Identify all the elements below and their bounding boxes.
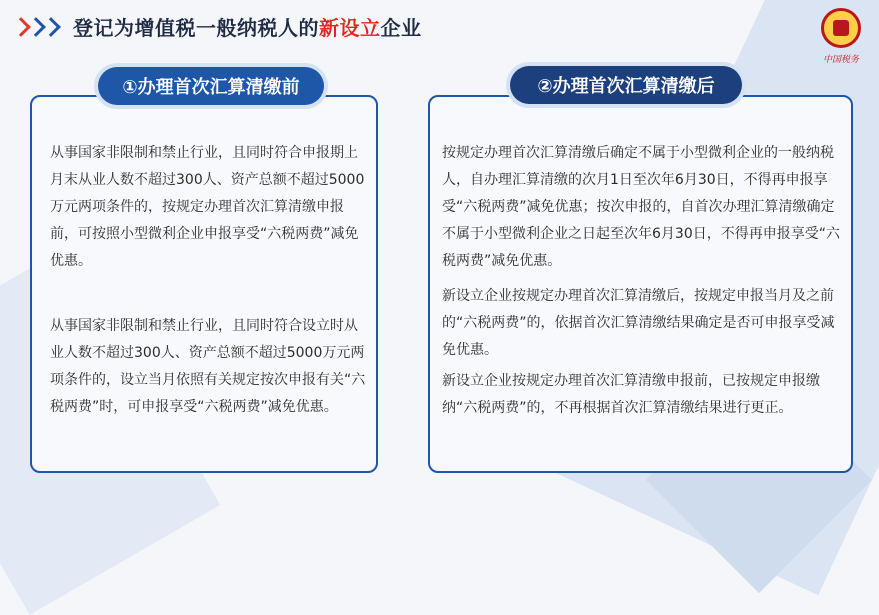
chevron-arrows-icon <box>14 20 59 34</box>
right-panel-title: ②办理首次汇算清缴后 <box>510 66 742 104</box>
title-suffix: 企业 <box>380 16 422 40</box>
right-paragraph-3: 新设立企业按规定办理首次汇算清缴申报前，已按规定申报缴纳“六税两费”的，不再根据首次汇算清缴结果进行更正。 <box>442 373 820 416</box>
left-panel-title: ①办理首次汇算清缴前 <box>98 67 324 105</box>
tax-emblem-icon <box>821 8 861 48</box>
title-highlight: 新设立 <box>319 16 381 40</box>
right-paragraph-2: 新设立企业按规定办理首次汇算清缴后，按规定申报当月及之前的“六税两费”的，依据首次汇算清缴结果确定是否可申报享受减免优惠。 <box>442 288 835 358</box>
right-paragraph-1: 按规定办理首次汇算清缴后确定不属于小型微利企业的一般纳税人，自办理汇算清缴的次月1日至次年6月30日，不得再申报享受“六税两费”减免优惠；按次申报的，自首次办理汇算清缴确定不属于小型微利企业之日起至次年6月30日，不得再申报享受“六税两费”减免优惠。 <box>442 145 840 269</box>
page-header <box>14 12 422 41</box>
tax-logo <box>817 8 865 68</box>
title-prefix: 登记为增值税一般纳税人的 <box>73 16 319 40</box>
left-paragraph-1: 从事国家非限制和禁止行业，且同时符合申报期上月末从业人数不超过300人、资产总额不超过5000万元两项条件的，按规定办理首次汇算清缴申报前，可按照小型微利企业申报享受“六税两费”减免优惠。 <box>50 145 365 269</box>
left-paragraph-2: 从事国家非限制和禁止行业，且同时符合设立时从业人数不超过300人、资产总额不超过5000万元两项条件的，设立当月依照有关规定按次申报有关“六税两费”时，可申报享受“六税两费”减免优惠。 <box>50 318 366 415</box>
logo-text: 中国税务 <box>822 55 859 65</box>
page-title <box>73 12 422 41</box>
